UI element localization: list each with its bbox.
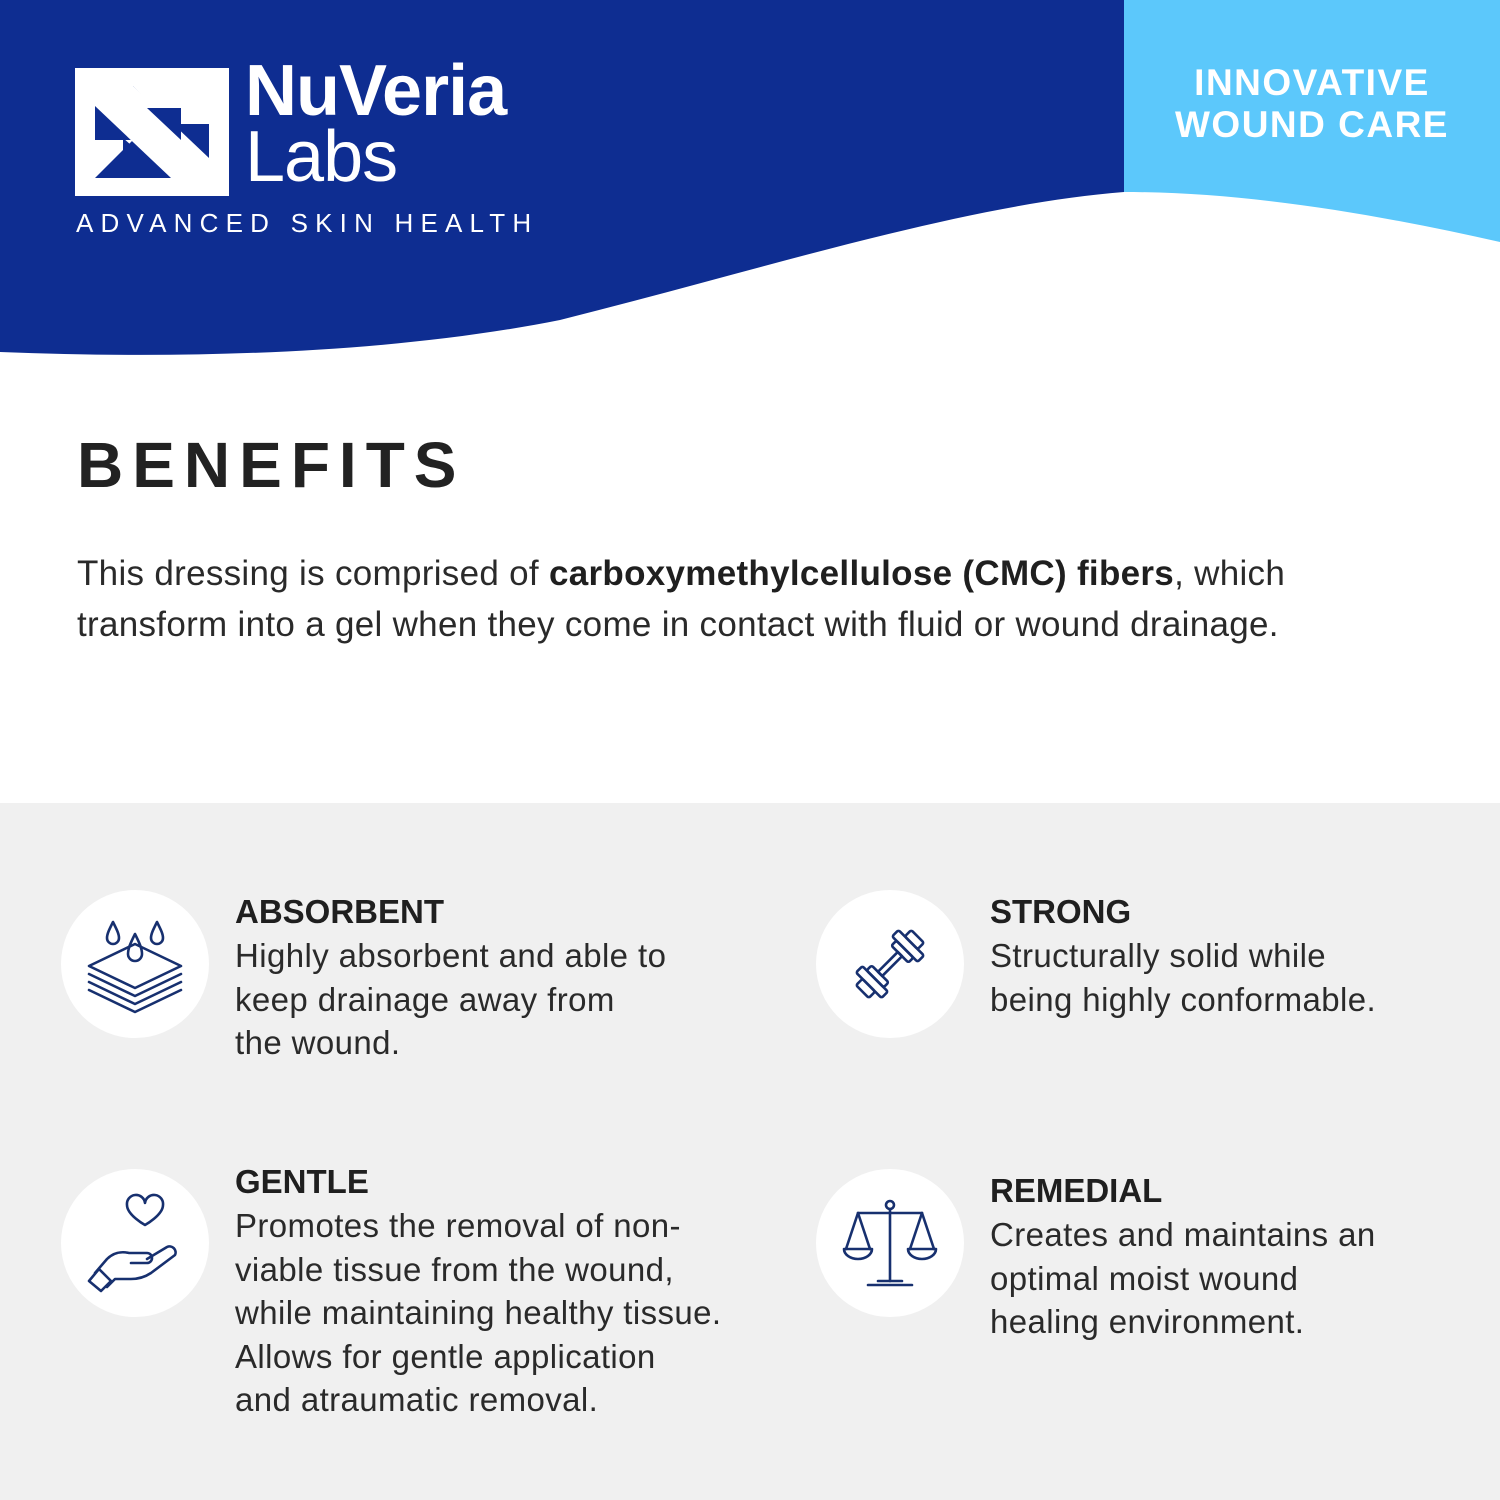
desc-line: Creates and maintains an	[990, 1216, 1376, 1253]
dumbbell-icon	[840, 914, 940, 1014]
desc-line: viable tissue from the wound,	[235, 1250, 674, 1288]
feature-desc-remedial	[990, 1213, 1376, 1344]
icon-circle-remedial	[816, 1169, 964, 1317]
desc-line: Structurally solid while	[990, 937, 1327, 974]
desc-line: the wound.	[235, 1024, 401, 1061]
intro-text-bold: carboxymethylcellulose (CMC) fibers	[548, 554, 1175, 593]
wound-care-badge	[1124, 62, 1500, 146]
badge-line1: INNOVATIVE	[1194, 62, 1430, 103]
nuveria-logo-mark-icon	[75, 68, 229, 196]
desc-line: keep drainage away from	[235, 980, 615, 1018]
desc-line: Promotes the removal of non-	[235, 1207, 681, 1244]
intro-text-after: , which transform into a gel when they come in contact with fluid or wound drainage.	[77, 554, 1286, 644]
feature-desc-gentle	[235, 1204, 721, 1422]
intro-text-before: This dressing is comprised of	[77, 554, 549, 593]
icon-circle-absorbent	[61, 890, 209, 1038]
desc-line: and atraumatic removal.	[235, 1381, 599, 1418]
brand-name-line2: Labs	[245, 117, 398, 197]
benefits-intro	[77, 548, 1377, 650]
icon-circle-strong	[816, 890, 964, 1038]
benefits-title: BENEFITS	[77, 429, 466, 501]
feature-title-absorbent: ABSORBENT	[235, 893, 445, 930]
desc-line: healing environment.	[990, 1303, 1305, 1340]
hand-heart-icon	[85, 1193, 185, 1293]
icon-circle-gentle	[61, 1169, 209, 1317]
absorbent-layers-icon	[85, 914, 185, 1014]
brand-tagline: ADVANCED SKIN HEALTH	[76, 208, 539, 238]
feature-title-remedial: REMEDIAL	[990, 1172, 1163, 1209]
brand-name	[245, 51, 507, 197]
balance-scale-icon	[840, 1193, 940, 1293]
desc-line: optimal moist wound	[990, 1259, 1299, 1297]
feature-desc-strong	[990, 934, 1376, 1021]
brand-name-line1: NuVeria	[245, 51, 507, 131]
features-panel	[0, 803, 1500, 1500]
badge-line2: WOUND CARE	[1175, 104, 1449, 145]
desc-line: Allows for gentle application	[235, 1337, 656, 1375]
feature-desc-absorbent	[235, 934, 666, 1065]
desc-line: being highly conformable.	[990, 980, 1377, 1018]
feature-title-strong: STRONG	[990, 893, 1132, 930]
desc-line: while maintaining healthy tissue.	[235, 1294, 722, 1331]
feature-title-gentle: GENTLE	[235, 1163, 369, 1200]
desc-line: Highly absorbent and able to	[235, 937, 667, 974]
